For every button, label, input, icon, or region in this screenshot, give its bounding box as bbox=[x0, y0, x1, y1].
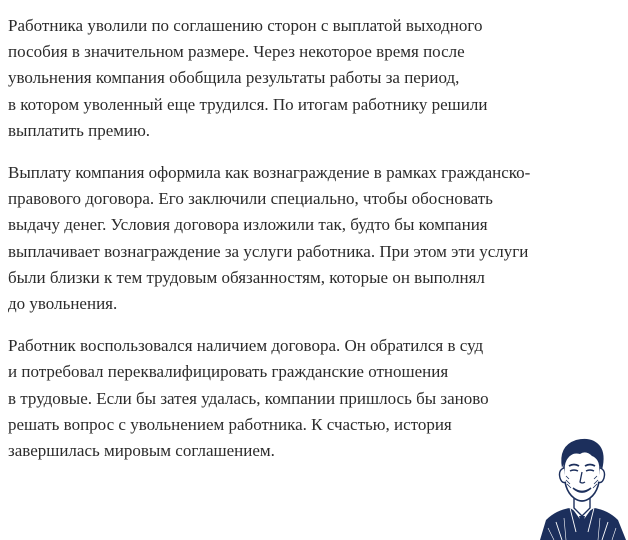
paragraph-2 bbox=[8, 160, 620, 317]
paragraph-3 bbox=[8, 333, 620, 464]
smiling-man-portrait-icon bbox=[536, 432, 628, 540]
text-line: выплатить премию. bbox=[8, 120, 151, 140]
text-line: выдачу денег. Условия договора изложили так, будто бы компания bbox=[8, 215, 488, 235]
text-line: и потребовал переквалифицировать гражданские отношения bbox=[8, 362, 449, 382]
text-line: до увольнения. bbox=[8, 294, 118, 314]
text-line: завершилась мировым соглашением. bbox=[8, 441, 275, 461]
text-line: решать вопрос с увольнением работника. К счастью, история bbox=[8, 414, 452, 434]
text-line: Выплату компания оформила как вознаграждение в рамках гражданско- bbox=[8, 163, 531, 183]
text-line: Работник воспользовался наличием договора. Он обратился в суд bbox=[8, 336, 484, 356]
text-line: пособия в значительном размере. Через некоторое время после bbox=[8, 42, 465, 62]
text-line: выплачивает вознаграждение за услуги работника. При этом эти услуги bbox=[8, 241, 529, 261]
text-line: Работника уволили по соглашению сторон с выплатой выходного bbox=[8, 16, 483, 35]
text-line: в котором уволенный еще трудился. По итогам работнику решили bbox=[8, 94, 488, 114]
text-line: в трудовые. Если бы затея удалась, компании пришлось бы заново bbox=[8, 388, 489, 408]
paragraph-1 bbox=[8, 13, 620, 144]
text-line: правового договора. Его заключили специально, чтобы обосновать bbox=[8, 189, 493, 209]
text-line: были близки к тем трудовым обязанностям, которые он выполнял bbox=[8, 267, 485, 287]
text-line: увольнения компания обобщила результаты работы за период, bbox=[8, 68, 460, 88]
article-body bbox=[8, 13, 620, 480]
